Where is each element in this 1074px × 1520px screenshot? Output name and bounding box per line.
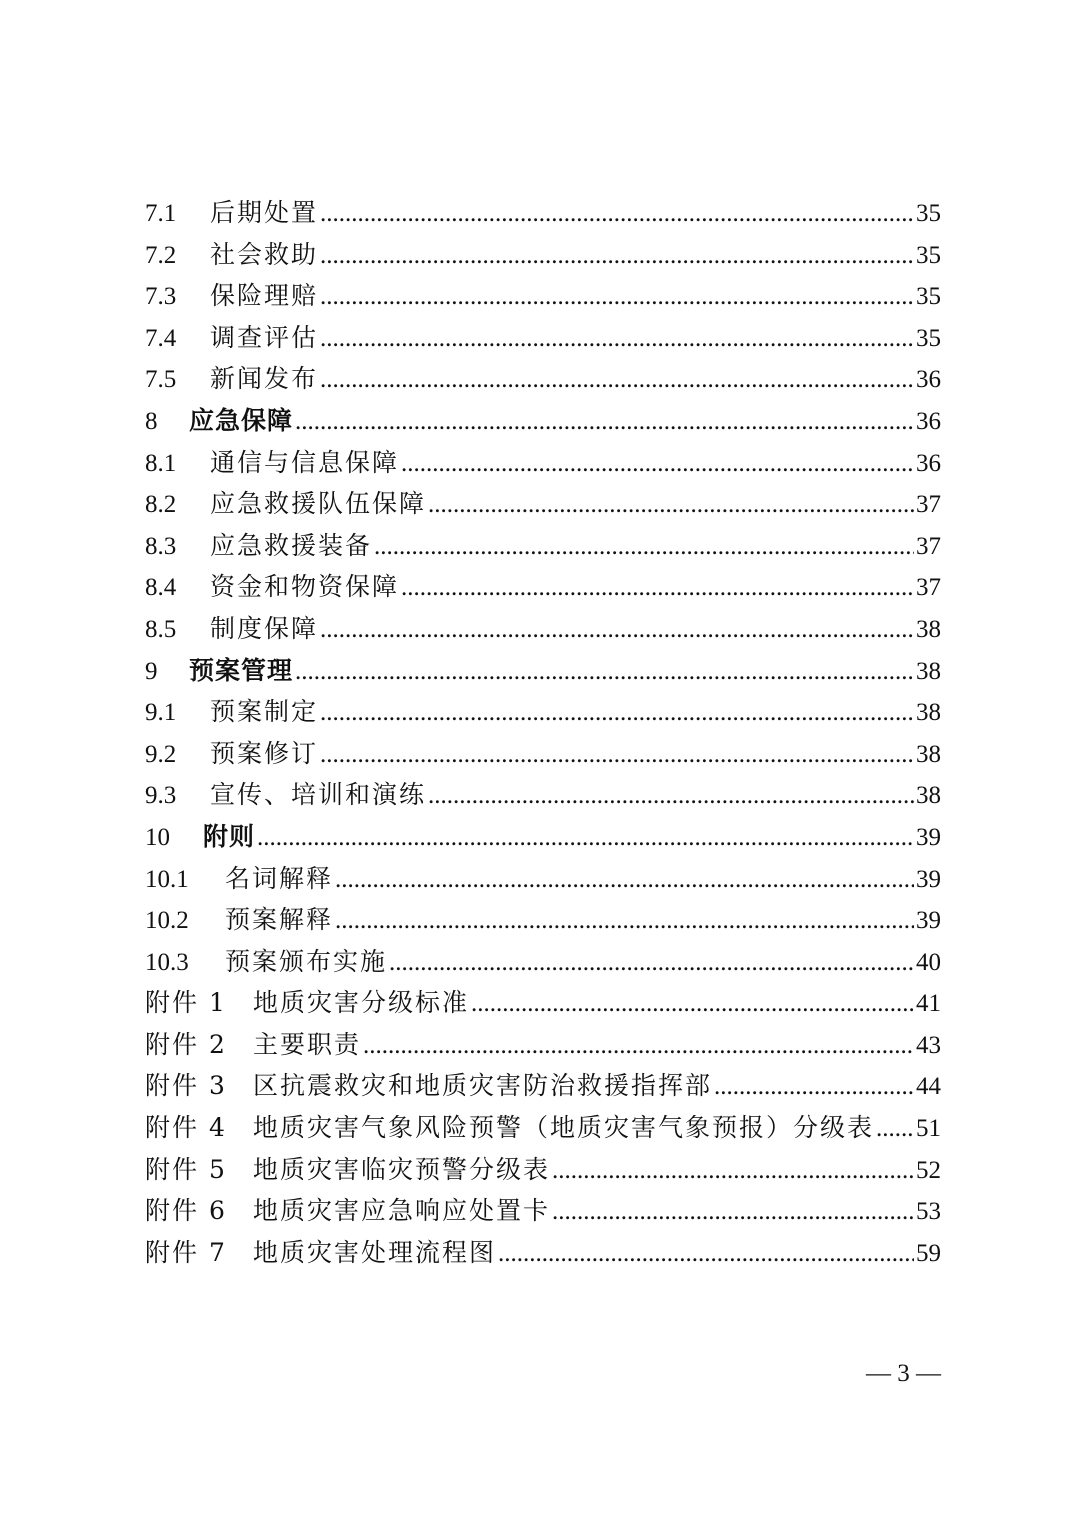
toc-entry[interactable] [145, 816, 941, 858]
toc-entry[interactable] [145, 192, 941, 234]
toc-entry-page: 38 [916, 657, 941, 685]
toc-entry-number: 9 [145, 657, 158, 685]
toc-entry-title: 主要职责 [253, 1029, 362, 1059]
toc-entry-number: 7.1 [145, 200, 177, 227]
toc-entry-number: 10.1 [145, 865, 189, 893]
toc-entry-page: 59 [916, 1239, 941, 1267]
toc-entry-title: 应急救援队伍保障 [210, 489, 427, 519]
toc-entry[interactable] [145, 1065, 941, 1107]
toc-entry-title: 地质灾害临灾预警分级表 [253, 1154, 551, 1184]
toc-entry-page: 35 [916, 324, 941, 352]
toc-entry[interactable] [145, 899, 941, 941]
toc-entry-page: 41 [916, 990, 941, 1018]
toc-entry-title: 区抗震救灾和地质灾害防治救援指挥部 [253, 1071, 713, 1101]
toc-entry-page: 38 [916, 782, 941, 810]
page-number: — 3 — [866, 1360, 941, 1387]
toc-entry-title: 宣传、培训和演练 [210, 780, 427, 810]
toc-entry[interactable] [145, 982, 941, 1024]
toc-entry[interactable] [145, 1232, 941, 1274]
toc-entry-title: 资金和物资保障 [210, 572, 400, 602]
toc-entry-title: 地质灾害应急响应处置卡 [253, 1196, 551, 1226]
toc-leader-dots [320, 734, 914, 776]
toc-entry-page: 35 [916, 241, 941, 269]
toc-entry-page: 37 [916, 491, 941, 519]
toc-entry-number: 7.3 [145, 283, 177, 311]
toc-entry-page: 39 [916, 865, 941, 893]
toc-entry-number: 附件 1 [145, 988, 227, 1018]
toc-entry[interactable] [145, 1024, 941, 1066]
toc-leader-dots [320, 235, 914, 277]
toc-entry-number: 9.2 [145, 740, 177, 768]
toc-entry-title: 社会救助 [210, 239, 319, 269]
toc-entry[interactable] [145, 941, 941, 983]
toc-entry-number: 附件 5 [145, 1154, 227, 1184]
toc-entry-page: 51 [916, 1115, 941, 1143]
toc-entry[interactable] [145, 483, 941, 525]
toc-leader-dots [363, 1025, 914, 1067]
toc-entry-title: 预案解释 [225, 905, 334, 935]
toc-leader-dots [320, 692, 914, 734]
toc-leader-dots [295, 401, 914, 443]
toc-entry-page: 38 [916, 699, 941, 727]
toc-entry-page: 38 [916, 615, 941, 643]
toc-entry-title: 预案修订 [210, 738, 319, 768]
toc-entry[interactable] [145, 275, 941, 317]
toc-leader-dots [471, 983, 914, 1025]
toc-entry-number: 附件 7 [145, 1237, 227, 1267]
toc-entry-title: 地质灾害分级标准 [253, 988, 470, 1018]
toc-entry[interactable] [145, 774, 941, 816]
toc-leader-dots [320, 359, 914, 401]
toc-entry-number: 8.1 [145, 449, 177, 477]
toc-entry-page: 36 [916, 449, 941, 477]
toc-entry[interactable] [145, 1149, 941, 1191]
toc-entry[interactable] [145, 1190, 941, 1232]
toc-leader-dots [401, 443, 914, 485]
toc-entry[interactable] [145, 358, 941, 400]
toc-entry-title: 预案制定 [210, 697, 319, 727]
toc-entry-title: 调查评估 [210, 322, 319, 352]
toc-leader-dots [552, 1191, 914, 1233]
toc-entry-page: 36 [916, 407, 941, 435]
toc-entry-title: 新闻发布 [210, 364, 319, 394]
toc-entry[interactable] [145, 858, 941, 900]
toc-entry-title: 应急保障 [189, 405, 294, 435]
toc-entry-number: 9.3 [145, 782, 177, 810]
toc-entry[interactable] [145, 608, 941, 650]
toc-leader-dots [320, 609, 914, 651]
toc-leader-dots [714, 1066, 914, 1108]
toc-entry[interactable] [145, 400, 941, 442]
toc-entry-title: 名词解释 [225, 863, 334, 893]
toc-entry-title: 制度保障 [210, 613, 319, 643]
toc-entry-page: 37 [916, 574, 941, 602]
toc-leader-dots [320, 276, 914, 318]
toc-entry[interactable] [145, 691, 941, 733]
toc-entry-title: 应急救援装备 [210, 530, 373, 560]
toc-entry-number: 8 [145, 407, 158, 435]
toc-entry-number: 附件 2 [145, 1029, 227, 1059]
toc-entry-title: 地质灾害处理流程图 [253, 1237, 497, 1267]
toc-entry-title: 附则 [203, 821, 256, 851]
toc-entry[interactable] [145, 442, 941, 484]
toc-entry-title: 后期处置 [210, 198, 319, 227]
toc-entry-page: 43 [916, 1031, 941, 1059]
toc-leader-dots [320, 318, 914, 360]
toc-entry-number: 8.2 [145, 491, 177, 519]
toc-leader-dots [295, 651, 914, 693]
toc-entry-page: 37 [916, 532, 941, 560]
toc-entry-page: 39 [916, 823, 941, 851]
toc-entry[interactable] [145, 317, 941, 359]
toc-entry-page: 38 [916, 740, 941, 768]
toc-entry-page: 35 [916, 200, 941, 227]
toc-entry-title: 预案颁布实施 [225, 946, 388, 976]
toc-entry-number: 8.5 [145, 615, 177, 643]
toc-entry-number: 10.3 [145, 948, 189, 976]
table-of-contents [145, 192, 941, 1273]
toc-entry-number: 8.4 [145, 574, 177, 602]
toc-entry-number: 附件 4 [145, 1113, 227, 1143]
toc-leader-dots [335, 900, 914, 942]
toc-entry-number: 附件 3 [145, 1071, 227, 1101]
toc-leader-dots [257, 817, 914, 859]
toc-entry-page: 52 [916, 1156, 941, 1184]
toc-entry[interactable] [145, 525, 941, 567]
toc-entry-number: 7.4 [145, 324, 177, 352]
toc-entry-number: 10 [145, 823, 170, 851]
toc-entry-page: 36 [916, 366, 941, 394]
toc-leader-dots [498, 1233, 914, 1275]
toc-leader-dots [374, 526, 914, 568]
toc-entry-page: 53 [916, 1198, 941, 1226]
toc-entry[interactable] [145, 566, 941, 608]
toc-entry[interactable] [145, 1107, 941, 1149]
toc-entry-page: 35 [916, 283, 941, 311]
toc-entry-page: 40 [916, 948, 941, 976]
toc-entry-title: 地质灾害气象风险预警（地质灾害气象预报）分级表 [253, 1113, 875, 1143]
toc-leader-dots [552, 1150, 914, 1192]
toc-entry-title: 预案管理 [189, 655, 294, 685]
toc-leader-dots [401, 567, 914, 609]
toc-leader-dots [428, 775, 914, 817]
toc-entry-number: 9.1 [145, 699, 177, 727]
toc-entry-number: 7.5 [145, 366, 177, 394]
toc-entry[interactable] [145, 650, 941, 692]
toc-leader-dots [876, 1108, 914, 1150]
toc-entry-page: 39 [916, 907, 941, 935]
toc-entry[interactable] [145, 234, 941, 276]
toc-entry-number: 10.2 [145, 907, 189, 935]
toc-entry-page: 44 [916, 1073, 941, 1101]
toc-entry-title: 保险理赔 [210, 281, 319, 311]
toc-leader-dots [428, 484, 914, 526]
toc-leader-dots [320, 193, 914, 235]
toc-entry-title: 通信与信息保障 [210, 447, 400, 477]
toc-leader-dots [389, 942, 914, 984]
toc-leader-dots [335, 859, 914, 901]
toc-entry[interactable] [145, 733, 941, 775]
toc-entry-number: 7.2 [145, 241, 177, 269]
toc-entry-number: 8.3 [145, 532, 177, 560]
toc-entry-number: 附件 6 [145, 1196, 227, 1226]
